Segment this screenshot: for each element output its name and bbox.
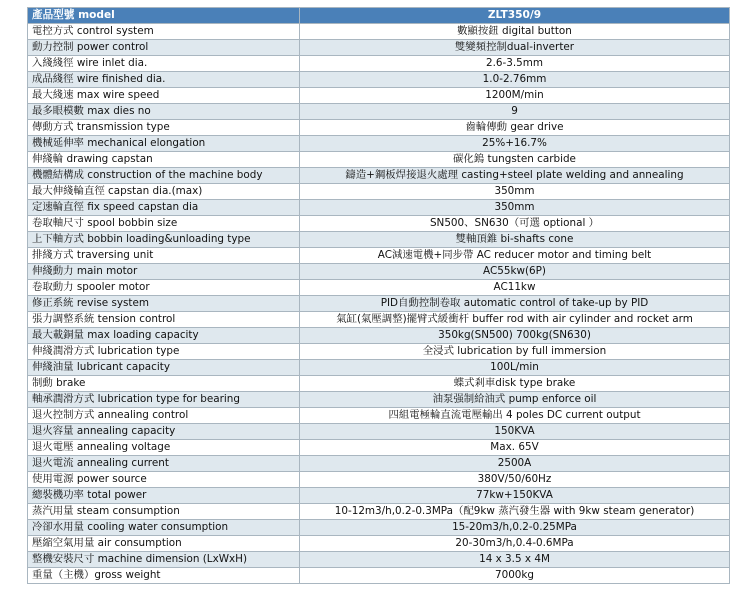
table-row bbox=[28, 376, 730, 392]
table-row bbox=[28, 24, 730, 40]
table-row bbox=[28, 344, 730, 360]
spec-value: 15-20m3/h,0.2-0.25MPa bbox=[300, 520, 730, 536]
spec-label: 整機安裝尺寸 machine dimension (LxWxH) bbox=[28, 552, 300, 568]
table-row bbox=[28, 264, 730, 280]
table-row bbox=[28, 312, 730, 328]
spec-value: PID自動控制卷取 automatic control of take-up by PID bbox=[300, 296, 730, 312]
table-row bbox=[28, 456, 730, 472]
spec-label: 軸承潤滑方式 lubrication type for bearing bbox=[28, 392, 300, 408]
table-row bbox=[28, 232, 730, 248]
table-header-row bbox=[28, 8, 730, 24]
spec-value: AC減速電機+同步帶 AC reducer motor and timing belt bbox=[300, 248, 730, 264]
spec-value: 77kw+150KVA bbox=[300, 488, 730, 504]
spec-label: 伸綫輪 drawing capstan bbox=[28, 152, 300, 168]
table-row bbox=[28, 296, 730, 312]
spec-table-container bbox=[27, 7, 729, 584]
spec-value: 10-12m3/h,0.2-0.3MPa（配9kw 蒸汽發生器 with 9kw steam generator) bbox=[300, 504, 730, 520]
spec-value: 9 bbox=[300, 104, 730, 120]
table-row bbox=[28, 392, 730, 408]
spec-value: 150KVA bbox=[300, 424, 730, 440]
spec-label: 上下軸方式 bobbin loading&unloading type bbox=[28, 232, 300, 248]
spec-label: 最多眼模數 max dies no bbox=[28, 104, 300, 120]
spec-label: 排綫方式 traversing unit bbox=[28, 248, 300, 264]
spec-value: 20-30m3/h,0.4-0.6MPa bbox=[300, 536, 730, 552]
spec-value: 碳化鎢 tungsten carbide bbox=[300, 152, 730, 168]
table-row bbox=[28, 88, 730, 104]
table-row bbox=[28, 168, 730, 184]
header-param-label: 產品型號 model bbox=[28, 8, 300, 24]
table-row bbox=[28, 216, 730, 232]
spec-value: 鑄造+鋼板焊接退火處理 casting+steel plate welding and annealing bbox=[300, 168, 730, 184]
spec-value: 14 x 3.5 x 4M bbox=[300, 552, 730, 568]
table-row bbox=[28, 552, 730, 568]
spec-label: 使用電源 power source bbox=[28, 472, 300, 488]
spec-value: 四組電極輪直流電壓輸出 4 poles DC current output bbox=[300, 408, 730, 424]
spec-label: 重量（主機）gross weight bbox=[28, 568, 300, 584]
spec-label: 卷取動力 spooler motor bbox=[28, 280, 300, 296]
spec-label: 退火電壓 annealing voltage bbox=[28, 440, 300, 456]
table-row bbox=[28, 248, 730, 264]
spec-label: 制動 brake bbox=[28, 376, 300, 392]
table-row bbox=[28, 440, 730, 456]
spec-value: 雙軸頂錐 bi-shafts cone bbox=[300, 232, 730, 248]
spec-label: 退火控制方式 annealing control bbox=[28, 408, 300, 424]
spec-value: 油泵强制給油式 pump enforce oil bbox=[300, 392, 730, 408]
spec-label: 蒸汽用量 steam consumption bbox=[28, 504, 300, 520]
spec-label: 最大伸綫輪直徑 capstan dia.(max) bbox=[28, 184, 300, 200]
spec-label: 機械延伸率 mechanical elongation bbox=[28, 136, 300, 152]
spec-label: 入綫綫徑 wire inlet dia. bbox=[28, 56, 300, 72]
table-row bbox=[28, 472, 730, 488]
spec-table bbox=[27, 7, 730, 584]
spec-value: 2.6-3.5mm bbox=[300, 56, 730, 72]
table-row bbox=[28, 184, 730, 200]
spec-label: 電控方式 control system bbox=[28, 24, 300, 40]
table-row bbox=[28, 328, 730, 344]
spec-value: 1200M/min bbox=[300, 88, 730, 104]
spec-value: SN500、SN630（可選 optional ） bbox=[300, 216, 730, 232]
spec-label: 最大載銅量 max loading capacity bbox=[28, 328, 300, 344]
spec-label: 動力控制 power control bbox=[28, 40, 300, 56]
spec-label: 成品綫徑 wire finished dia. bbox=[28, 72, 300, 88]
table-row bbox=[28, 152, 730, 168]
spec-value: AC55kw(6P) bbox=[300, 264, 730, 280]
spec-value: 25%+16.7% bbox=[300, 136, 730, 152]
spec-value: 350kg(SN500) 700kg(SN630) bbox=[300, 328, 730, 344]
spec-label: 退火容量 annealing capacity bbox=[28, 424, 300, 440]
spec-value: 350mm bbox=[300, 200, 730, 216]
table-row bbox=[28, 104, 730, 120]
table-row bbox=[28, 120, 730, 136]
spec-label: 壓縮空氣用量 air consumption bbox=[28, 536, 300, 552]
header-model: ZLT350/9 bbox=[300, 8, 730, 24]
spec-label: 伸綫油量 lubricant capacity bbox=[28, 360, 300, 376]
spec-label: 定速輪直徑 fix speed capstan dia bbox=[28, 200, 300, 216]
table-row bbox=[28, 56, 730, 72]
spec-value: 雙變頻控制dual-inverter bbox=[300, 40, 730, 56]
spec-value: 氣缸(氣壓調整)擺臂式緩衝杆 buffer rod with air cylinder and rocket arm bbox=[300, 312, 730, 328]
table-row bbox=[28, 280, 730, 296]
table-row bbox=[28, 536, 730, 552]
table-row bbox=[28, 504, 730, 520]
table-row bbox=[28, 72, 730, 88]
spec-label: 卷取軸尺寸 spool bobbin size bbox=[28, 216, 300, 232]
spec-value: 齒輪傳動 gear drive bbox=[300, 120, 730, 136]
spec-value: 1.0-2.76mm bbox=[300, 72, 730, 88]
spec-label: 總裝機功率 total power bbox=[28, 488, 300, 504]
spec-value: 2500A bbox=[300, 456, 730, 472]
spec-value: 380V/50/60Hz bbox=[300, 472, 730, 488]
spec-label: 傳動方式 transmission type bbox=[28, 120, 300, 136]
table-row bbox=[28, 360, 730, 376]
table-row bbox=[28, 200, 730, 216]
spec-value: 350mm bbox=[300, 184, 730, 200]
table-row bbox=[28, 520, 730, 536]
spec-value: AC11kw bbox=[300, 280, 730, 296]
table-row bbox=[28, 568, 730, 584]
spec-value: 全浸式 lubrication by full immersion bbox=[300, 344, 730, 360]
table-row bbox=[28, 136, 730, 152]
spec-value: 100L/min bbox=[300, 360, 730, 376]
spec-label: 冷卻水用量 cooling water consumption bbox=[28, 520, 300, 536]
spec-label: 機體結構成 construction of the machine body bbox=[28, 168, 300, 184]
spec-value: 蝶式剎車disk type brake bbox=[300, 376, 730, 392]
spec-label: 伸綫潤滑方式 lubrication type bbox=[28, 344, 300, 360]
table-row bbox=[28, 488, 730, 504]
spec-value: 7000kg bbox=[300, 568, 730, 584]
spec-label: 退火電流 annealing current bbox=[28, 456, 300, 472]
spec-value: 數顯按鈕 digital button bbox=[300, 24, 730, 40]
spec-value: Max. 65V bbox=[300, 440, 730, 456]
spec-label: 最大綫速 max wire speed bbox=[28, 88, 300, 104]
table-row bbox=[28, 424, 730, 440]
spec-label: 修正系統 revise system bbox=[28, 296, 300, 312]
table-row bbox=[28, 40, 730, 56]
spec-label: 張力調整系統 tension control bbox=[28, 312, 300, 328]
table-row bbox=[28, 408, 730, 424]
spec-table-body bbox=[28, 24, 730, 584]
spec-label: 伸綫動力 main motor bbox=[28, 264, 300, 280]
